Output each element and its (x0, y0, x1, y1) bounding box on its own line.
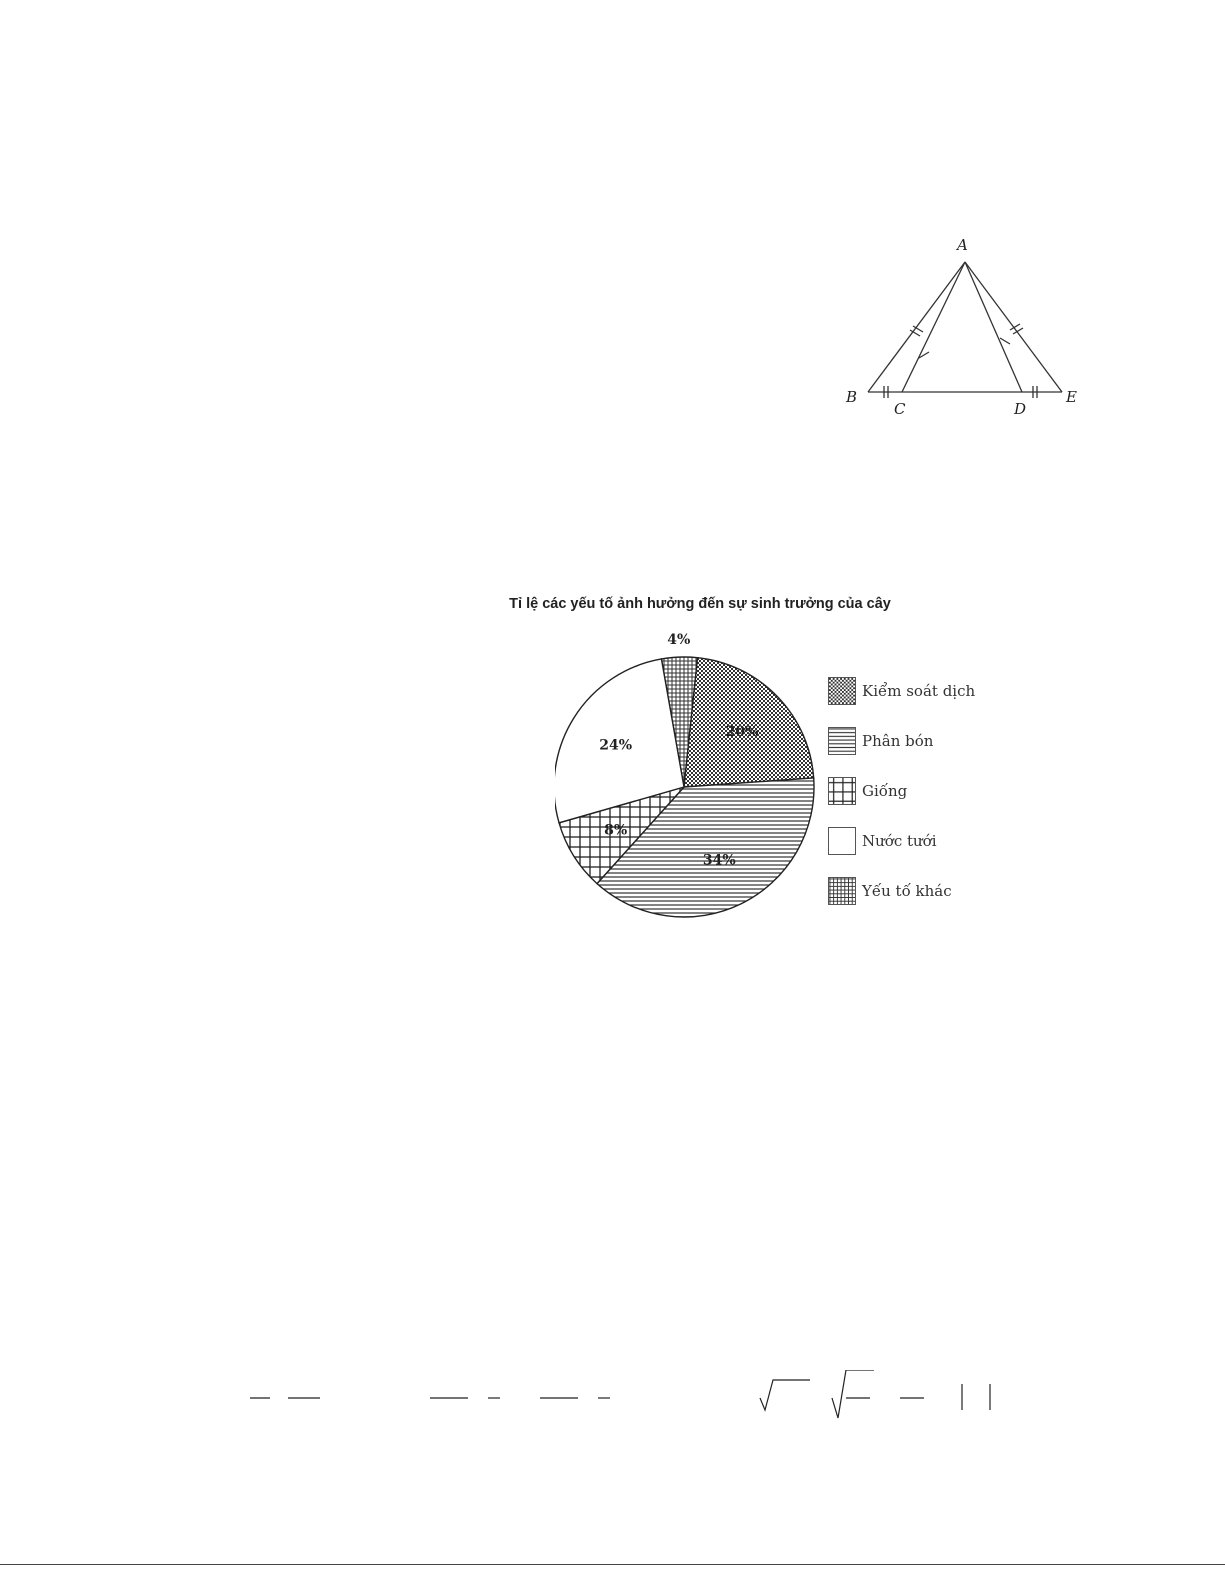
pie-chart (555, 632, 835, 922)
legend-swatch (828, 877, 856, 905)
radical-sign (832, 1370, 874, 1418)
bottom-rule (0, 1564, 1225, 1565)
segment-ac (902, 262, 965, 392)
vertex-label-a: A (957, 236, 968, 254)
vertex-label-b: B (846, 388, 858, 406)
legend-swatch (828, 777, 856, 805)
legend-swatch (828, 827, 856, 855)
legend-swatch (828, 677, 856, 705)
legend-item-yeu-to-khac (828, 866, 1028, 916)
legend-label: Phân bón (862, 732, 934, 750)
pie-label-kiem-soat-dich: 20% (725, 724, 759, 741)
legend-item-giong (828, 766, 1028, 816)
pie-label-phan-bon: 34% (702, 852, 736, 869)
legend-item-kiem-soat-dich (828, 666, 1028, 716)
pie-label-nuoc-tuoi: 24% (599, 737, 633, 754)
legend-label: Giống (862, 782, 908, 800)
vertex-label-d: D (1014, 400, 1027, 418)
legend-item-nuoc-tuoi (828, 816, 1028, 866)
legend-label: Nước tưới (862, 832, 937, 850)
tick-marks-ab (910, 326, 923, 336)
triangle-figure (830, 228, 1100, 428)
legend-item-phan-bon (828, 716, 1028, 766)
radical-sign (760, 1380, 810, 1410)
vertex-label-e: E (1066, 388, 1077, 406)
pie-slice-kiem-soat-dich (684, 658, 814, 787)
chart-legend (828, 666, 1028, 916)
vertex-label-c: C (894, 400, 906, 418)
chart-title: Tỉ lệ các yếu tố ảnh hưởng đến sự sinh trưởng của cây (509, 596, 891, 612)
legend-label: Kiểm soát dịch (862, 682, 976, 700)
pie-label-yeu-to-khac: 4% (667, 632, 691, 648)
legend-label: Yếu tố khác (862, 882, 952, 900)
segment-ab (868, 262, 965, 392)
tick-mark-ad (1000, 338, 1010, 344)
legend-swatch (828, 727, 856, 755)
math-fragments (240, 1370, 1020, 1430)
pie-label-giong: 8% (604, 822, 628, 839)
